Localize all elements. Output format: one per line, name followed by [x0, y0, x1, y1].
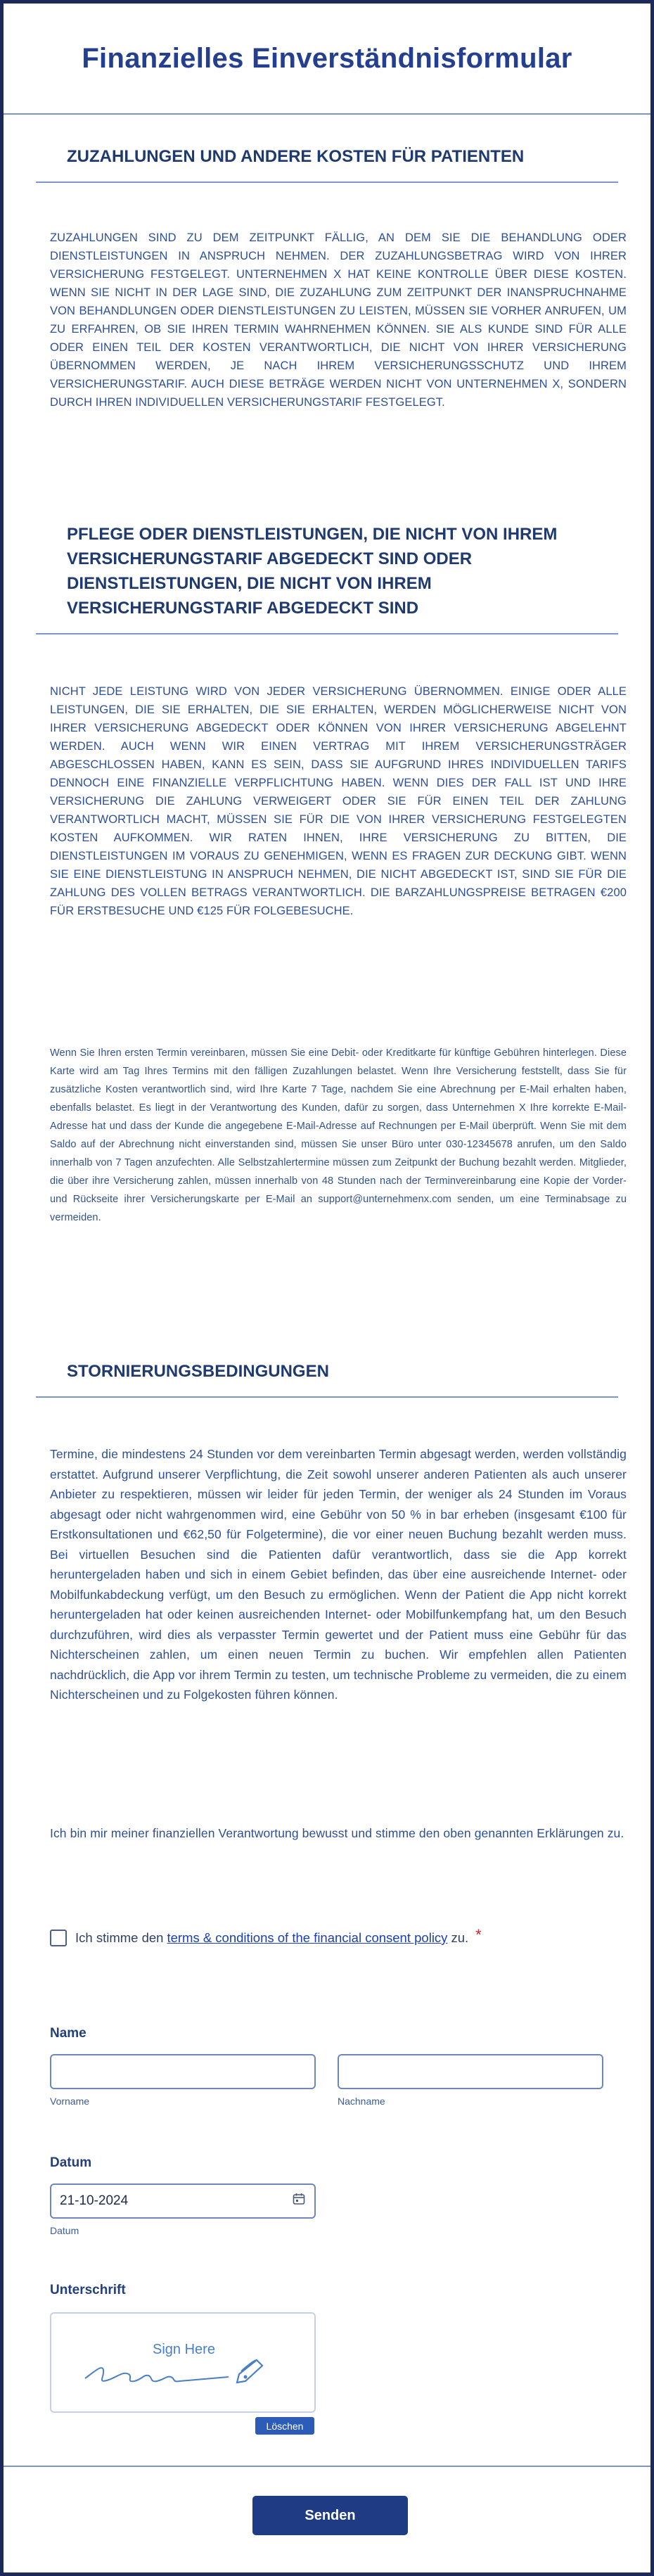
section-body: NICHT JEDE LEISTUNG WIRD VON JEDER VERSICHERUNG ÜBERNOMMEN. EINIGE ODER ALLE LEISTUNGEN, DIE SIE ERHALTEN, DIE SIE ERHALTEN, WERDEN MÖGLICHERWEISE NICHT VON IHRER VERSICHERUNG ABGEDECKT ODER KÖNNEN VON IHRER VERSICHERUNG ABGELEHNT WERDEN. AUCH WENN WIR EINEN VERTRAG MIT IHREM VERSICHERUNGSTRÄGER ABGESCHLOSSEN HABEN, KANN ES SEIN, DASS SIE AUFGRUND IHRES INDIVIDUELLEN TARIFS DENNOCH EINE FINANZIELLE VERPFLICHTUNG HABEN. WENN DIES DER FALL IST UND IHRE VERSICHERUNG DIE ZAHLUNG VERWEIGERT ODER SIE FÜR EINEN TEIL DER ZAHLUNG VERANTWORTLICH MACHT, MÜSSEN SIE FÜR DIE VON IHRER VERSICHERUNG FESTGELEGTEN KOSTEN AUFKOMMEN. WIR RATEN IHNEN, IHRE VERSICHERUNG ZU BITTEN, DIE DIENSTLEISTUNGEN IM VORAUS ZU GENEHMIGEN, WENN ES FRAGEN ZUR DECKUNG GIBT. WENN SIE EINE DIENSTLEISTUNG IN ANSPRUCH NEHMEN, DIE NICHT ABGEDECKT IST, SIND SIE FÜR DIE ZAHLUNG DES VOLLEN BETRAGS VERANTWORTLICH. DIE BARZAHLUNGSPREISE BETRAGEN €200 FÜR ERSTBESUCHE UND €125 FÜR FOLGEBESUCHE. — [50, 685, 627, 917]
section-copayments — [4, 144, 650, 183]
consent-row — [36, 1926, 641, 1947]
signature-pad[interactable] — [50, 2312, 316, 2413]
clear-signature-button[interactable]: Löschen — [255, 2417, 314, 2435]
date-label-wrap — [50, 2155, 91, 2171]
consent-checkbox[interactable] — [50, 1930, 67, 1946]
section-body: ZUZAHLUNGEN SIND ZU DEM ZEITPUNKT FÄLLIG, AN DEM SIE DIE BEHANDLUNG ODER DIENSTLEISTUNGEN IN ANSPRUCH NEHMEN. DER ZUZAHLUNGSBETRAG WIRD VON IHRER VERSICHERUNG FESTGELEGT. UNTERNEHMEN X HAT KEINE KONTROLLE ÜBER DIESE KOSTEN. WENN SIE NICHT IN DER LAGE SIND, DIE ZUZAHLUNG ZUM ZEITPUNKT DER INANSPRUCHNAHME VON BEHANDLUNGEN ODER DIENSTLEISTUNGEN ZU LEISTEN, MÜSSEN SIE VORHER ANRUFEN, UM ZU ERFAHREN, OB SIE IHREN TERMIN WAHRNEHMEN KÖNNEN. SIE ALS KUNDE SIND FÜR ALLE ODER EINEN TEIL DER KOSTEN VERANTWORTLICH, DIE NICHT VON IHRER VERSICHERUNG ÜBERNOMMEN WERDEN, JE NACH IHREM VERSICHERUNGSSCHUTZ UND IHREM VERSICHERUNGSTARIF. AUCH DIESE BETRÄGE WERDEN NICHT VON UNTERNEHMEN X, SONDERN DURCH IHREN INDIVIDUELLEN VERSICHERUNGSTARIF FESTGELEGT. — [50, 231, 627, 409]
date-label: Datum — [50, 2155, 92, 2170]
signature-label-wrap — [50, 2283, 126, 2298]
acknowledgement-wrap — [36, 1823, 641, 1844]
date-value: 21-10-2024 — [60, 2193, 129, 2208]
first-name-input[interactable] — [50, 2054, 316, 2089]
signature-label: Unterschrift — [50, 2283, 126, 2297]
terms-link[interactable]: terms & conditions of the financial consent policy — [167, 1930, 448, 1945]
calendar-icon[interactable] — [292, 2192, 306, 2210]
payment-note: Wenn Sie Ihren ersten Termin vereinbaren, müssen Sie eine Debit- oder Kreditkarte für künftige Gebühren hinterlegen. Diese Karte wird am Tag Ihres Termins mit den fälligen Zuzahlungen belastet. Wenn Ihre Versicherung feststellt, dass Sie für zusätzliche Kosten verantwortlich sind, wird Ihre Karte 7 Tage, nachdem Sie eine Abrechnung per E-Mail erhalten haben, ebenfalls belastet. Es liegt in der Verantwortung des Kunden, dafür zu sorgen, dass Unternehmen X Ihre korrekte E-Mail-Adresse hat und dass der Kunde die angegebene E-Mail-Adresse auf Rechnungen per E-Mail überprüft. Wenn Sie mit dem Saldo auf der Abrechnung nicht einverstanden sind, müssen Sie unser Büro unter 030-12345678 anrufen, um den Saldo innerhalb von 7 Tagen anzufechten. Alle Selbstzahlertermine müssen zum Zeitpunkt der Buchung bezahlt werden. Mitglieder, die über ihre Versicherung zahlen, müssen innerhalb von 48 Stunden nach der Terminvereinbarung eine Kopie der Vorder- und Rückseite ihrer Versicherungskarte per E-Mail an support@unternehmenx.com senden, um eine Terminabsage zu vermeiden. — [50, 1047, 627, 1223]
submit-button[interactable]: Senden — [252, 2496, 408, 2535]
cancellation-body: Termine, die mindestens 24 Stunden vor dem vereinbarten Termin abgesagt werden, werden vollständig erstattet. Aufgrund unserer Verpflichtung, die Zeit sowohl unserer anderen Patienten als auch unserer Anbieter zu respektieren, müssen wir leider für jeden Termin, der weniger als 24 Stunden im Voraus abgesagt oder nicht wahrgenommen wird, eine Gebühr von 50 % in bar erheben (insgesamt €100 für Erstkonsultationen und €62,50 für Folgetermine), die vor einer neuen Buchung bezahlt werden muss. Bei virtuellen Besuchen sind die Patienten dafür verantwortlich, dass sie die App korrekt heruntergeladen haben und sich in einem Gebiet befinden, das über eine ausreichende Internet- oder Mobilfunkabdeckung verfügt, um den Besuch zu ermöglichen. Wenn der Patient die App nicht korrekt heruntergeladen hat oder keinen ausreichenden Internet- oder Mobilfunkempfang hat, um den Besuch durchzuführen, wird dies als verpasster Termin gewertet und der Patient muss eine Gebühr für das Nichterscheinen zahlen, um einen neuen Termin zu buchen. Wir empfehlen allen Patienten nachdrücklich, die App vor ihrem Termin zu testen, um technische Probleme zu vermeiden, die zu einem Nichterscheinen und zu Folgekosten führen können. — [50, 1447, 627, 1702]
required-asterisk: * — [475, 1926, 482, 1944]
cancellation-body-wrap — [36, 1444, 641, 1705]
date-field — [50, 2183, 316, 2236]
section-heading: PFLEGE ODER DIENSTLEISTUNGEN, DIE NICHT VON IHREM VERSICHERUNGSTARIF ABGEDECKT SIND ODER DIENSTLEISTUNGEN, DIE NICHT VON IHREM VERSICHERUNGSTARIF ABGEDECKT SIND — [67, 525, 558, 618]
section-divider — [36, 181, 618, 183]
last-name-input[interactable] — [338, 2054, 603, 2089]
signature-field — [36, 2312, 316, 2413]
date-sublabel: Datum — [50, 2225, 79, 2236]
acknowledgement-text: Ich bin mir meiner finanziellen Verantwortung bewusst und stimme den oben genannten Erklärungen zu. — [50, 1826, 624, 1840]
section-copayments-body-wrap — [36, 229, 641, 412]
footer-divider — [4, 2466, 650, 2467]
signature-placeholder: Sign Here — [153, 2342, 215, 2357]
section-heading: STORNIERUNGSBEDINGUNGEN — [67, 1362, 329, 1381]
name-last-wrap — [338, 2054, 603, 2107]
section-divider — [36, 633, 618, 635]
last-name-sublabel: Nachname — [338, 2096, 385, 2107]
form-title: Finanzielles Einverständnisformular — [82, 42, 572, 74]
section-uncovered-body-wrap — [36, 682, 641, 920]
section-divider — [36, 1396, 618, 1398]
consent-suffix: zu. — [451, 1930, 469, 1945]
section-heading: ZUZAHLUNGEN UND ANDERE KOSTEN FÜR PATIENTEN — [67, 147, 525, 166]
name-first-wrap — [50, 2054, 316, 2107]
section-uncovered-services — [4, 522, 650, 635]
name-field — [36, 2026, 101, 2041]
section-cancellation — [4, 1359, 650, 1398]
payment-note-wrap — [36, 1044, 641, 1227]
name-label: Name — [50, 2026, 86, 2041]
form-header — [4, 4, 650, 115]
consent-prefix: Ich stimme den — [75, 1930, 164, 1945]
signature-scribble-icon — [81, 2350, 292, 2392]
date-input[interactable] — [50, 2183, 316, 2219]
first-name-sublabel: Vorname — [50, 2096, 90, 2107]
